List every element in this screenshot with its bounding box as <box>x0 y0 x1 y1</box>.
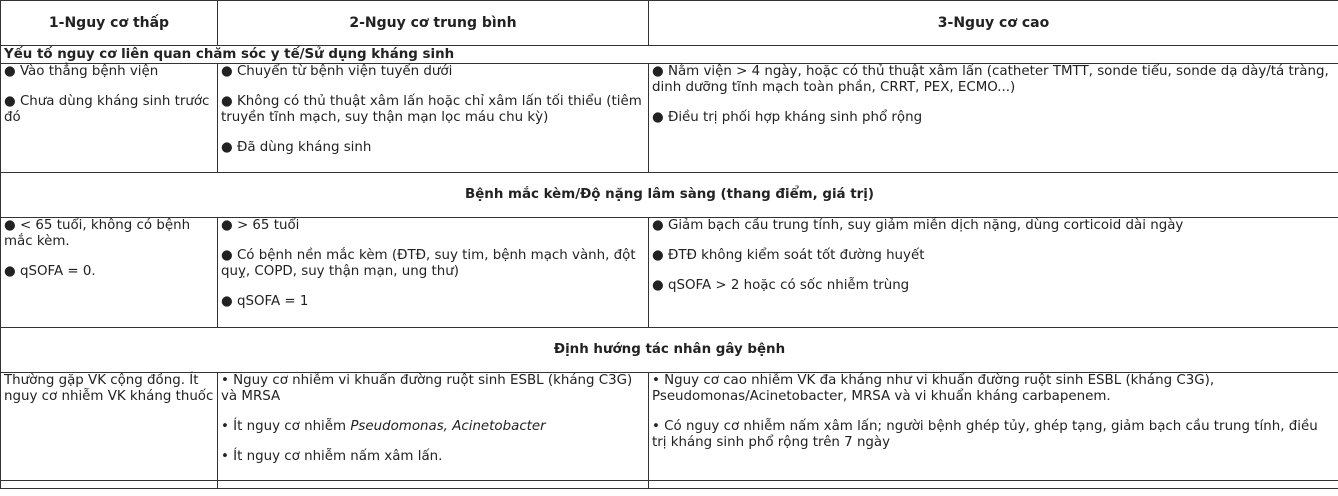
list-item: ● Nằm viện > 4 ngày, hoặc có thủ thuật xâm lấn (catheter TMTT, sonde tiểu, sonde dạ dày/tá tràng, dinh dưỡng tĩnh mạch toàn phần, CRRT, PEX, ECMO...) <box>652 64 1329 95</box>
cell-medium <box>218 64 649 173</box>
table-row <box>1 218 1338 328</box>
header-low-risk: 1-Nguy cơ thấp <box>1 1 218 46</box>
list-item: ● qSOFA > 2 hoặc có sốc nhiễm trùng <box>652 278 910 293</box>
list-item: ● Điều trị phối hợp kháng sinh phổ rộng <box>652 110 923 125</box>
header-medium-risk: 2-Nguy cơ trung bình <box>218 1 649 46</box>
table-row <box>1 373 1338 481</box>
table-row-empty <box>1 481 1338 489</box>
list-item: • Nguy cơ cao nhiễm VK đa kháng như vi khuẩn đường ruột sinh ESBL (kháng C3G), Pseudomonas/Acinetobacter, MRSA và vi khuẩn kháng carbapenem. <box>652 373 1215 404</box>
cell-empty <box>649 481 1338 489</box>
cell-low <box>1 64 218 173</box>
cell-high <box>649 218 1338 328</box>
section-title-healthcare: Yếu tố nguy cơ liên quan chăm sóc y tế/Sử dụng kháng sinh <box>1 46 1338 64</box>
organism-names: Pseudomonas, Acinetobacter <box>350 419 546 434</box>
cell-medium <box>218 373 649 481</box>
list-item: ● ĐTĐ không kiểm soát tốt đường huyết <box>652 248 925 263</box>
cell-low <box>1 373 218 481</box>
cell-medium <box>218 218 649 328</box>
list-item: ● > 65 tuổi <box>221 218 300 233</box>
list-item: • Có nguy cơ nhiễm nấm xâm lấn; người bệnh ghép tủy, ghép tạng, giảm bạch cầu trung tính, điều trị kháng sinh phổ rộng trên 7 ngày <box>652 419 1318 450</box>
cell-high <box>649 373 1338 481</box>
list-item: Thường gặp VK cộng đồng. Ít nguy cơ nhiễm VK kháng thuốc <box>4 373 214 404</box>
header-high-risk: 3-Nguy cơ cao <box>649 1 1338 46</box>
cell-empty <box>1 481 218 489</box>
list-item: ● Có bệnh nền mắc kèm (ĐTĐ, suy tim, bệnh mạch vành, đột quỵ, COPD, suy thận mạn, ung thư) <box>221 248 636 279</box>
list-item: ● Chuyển từ bệnh viện tuyến dưới <box>221 64 453 79</box>
section-row-comorbidity <box>1 173 1338 218</box>
header-row <box>1 1 1338 46</box>
section-row-healthcare <box>1 46 1338 64</box>
list-item <box>221 419 646 435</box>
list-item: • Nguy cơ nhiễm vi khuẩn đường ruột sinh ESBL (kháng C3G) và MRSA <box>221 373 633 404</box>
cell-high <box>649 64 1338 173</box>
list-item: ● Giảm bạch cầu trung tính, suy giảm miễn dịch nặng, dùng corticoid dài ngày <box>652 218 1184 233</box>
list-item: ● Đã dùng kháng sinh <box>221 140 372 155</box>
list-item: • Ít nguy cơ nhiễm nấm xâm lấn. <box>221 449 443 464</box>
cell-low <box>1 218 218 328</box>
list-item: ● Vào thẳng bệnh viện <box>4 64 159 79</box>
list-item: ● Không có thủ thuật xâm lấn hoặc chỉ xâm lấn tối thiểu (tiêm truyền tĩnh mạch, suy thận mạn lọc máu chu kỳ) <box>221 94 642 125</box>
list-item: ● qSOFA = 1 <box>221 294 309 309</box>
table-row <box>1 64 1338 173</box>
section-title-comorbidity: Bệnh mắc kèm/Độ nặng lâm sàng (thang điểm, giá trị) <box>1 173 1338 218</box>
cell-empty <box>218 481 649 489</box>
section-row-pathogen <box>1 328 1338 373</box>
list-item: ● < 65 tuổi, không có bệnh mắc kèm. <box>4 218 191 249</box>
item-prefix: • Ít nguy cơ nhiễm <box>221 419 351 434</box>
list-item: ● qSOFA = 0. <box>4 264 96 279</box>
section-title-pathogen: Định hướng tác nhân gây bệnh <box>1 328 1338 373</box>
list-item: ● Chưa dùng kháng sinh trước đó <box>4 94 210 125</box>
